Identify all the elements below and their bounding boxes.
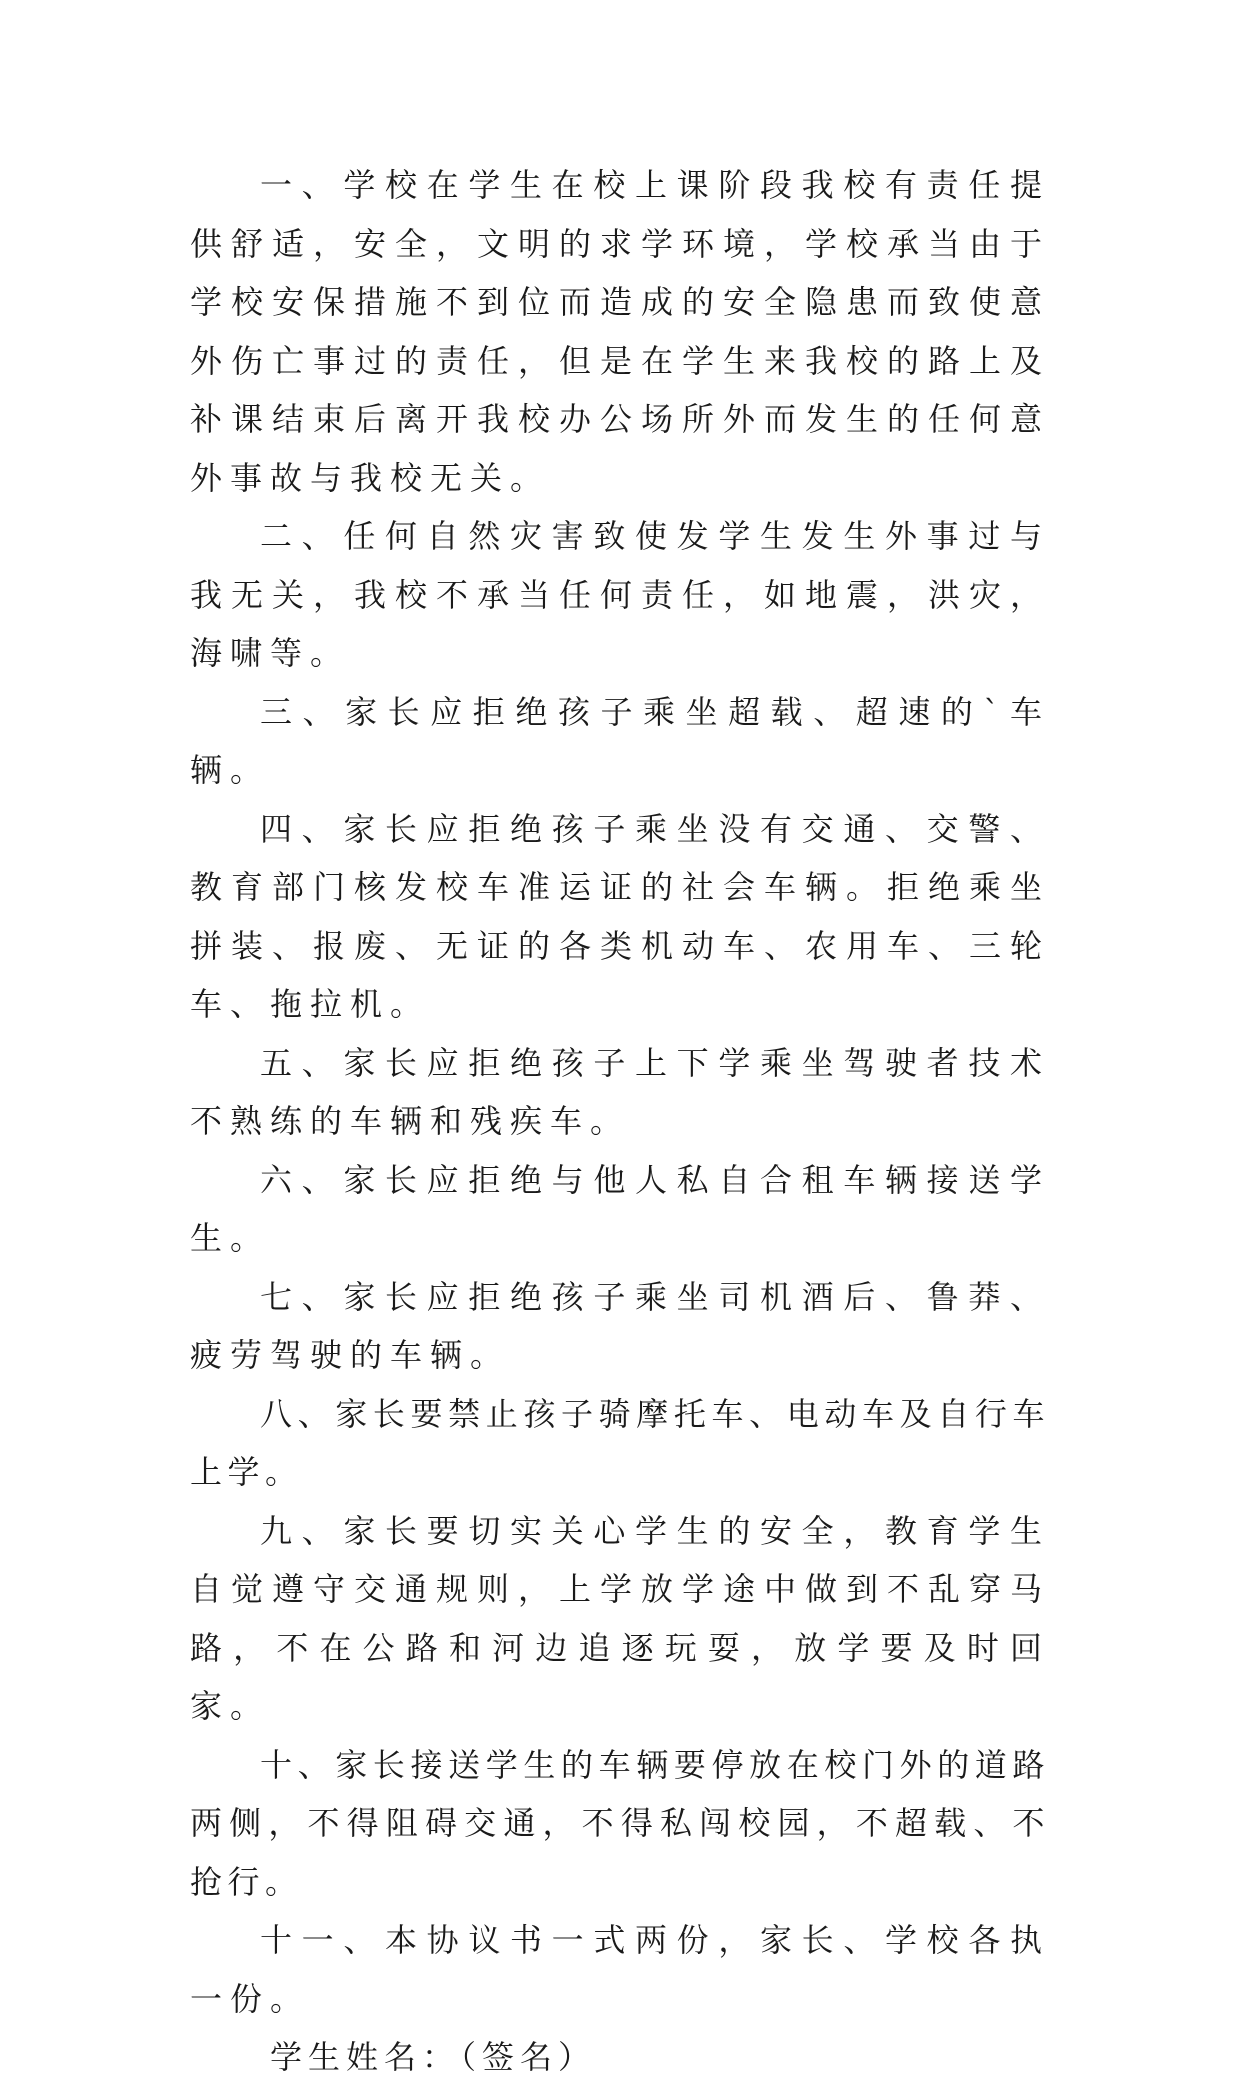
clause-1: 一、学校在学生在校上课阶段我校有责任提供舒适，安全，文明的求学环境，学校承当由于学校安保措施不到位而造成的安全隐患而致使意外伤亡事过的责任，但是在学生来我校的路上及补课结束后离开我校办公场所外而发生的任何意外事故与我校无关。 <box>190 166 1050 497</box>
clause-5: 五、家长应拒绝孩子上下学乘坐驾驶者技术不熟练的车辆和残疾车。 <box>190 1043 1050 1140</box>
clause-2: 二、任何自然灾害致使发学生发生外事过与我无关，我校不承当任何责任，如地震，洪灾，海啸等。 <box>190 517 1050 672</box>
clause-7: 七、家长应拒绝孩子乘坐司机酒后、鲁莽、疲劳驾驶的车辆。 <box>190 1277 1050 1374</box>
agreement-body <box>190 156 1050 2087</box>
student-signature-line: 学生姓名：（签名） <box>270 2038 597 2076</box>
clause-6: 六、家长应拒绝与他人私自合租车辆接送学生。 <box>190 1160 1050 1257</box>
clause-4: 四、家长应拒绝孩子乘坐没有交通、交警、教育部门核发校车准运证的社会车辆。拒绝乘坐拼装、报废、无证的各类机动车、农用车、三轮车、拖拉机。 <box>190 809 1050 1023</box>
clause-10: 十、家长接送学生的车辆要停放在校门外的道路两侧，不得阻碍交通，不得私闯校园，不超载、不抢行。 <box>190 1745 1050 1901</box>
clause-8: 八、家长要禁止孩子骑摩托车、电动车及自行车上学。 <box>190 1394 1050 1491</box>
clause-3: 三、家长应拒绝孩子乘坐超载、超速的`车辆。 <box>190 692 1050 789</box>
clause-11: 十一、本协议书一式两份，家长、学校各执一份。 <box>190 1921 1050 2018</box>
clause-9: 九、家长要切实关心学生的安全，教育学生自觉遵守交通规则，上学放学途中做到不乱穿马路，不在公路和河边追逐玩耍，放学要及时回家。 <box>190 1511 1050 1725</box>
